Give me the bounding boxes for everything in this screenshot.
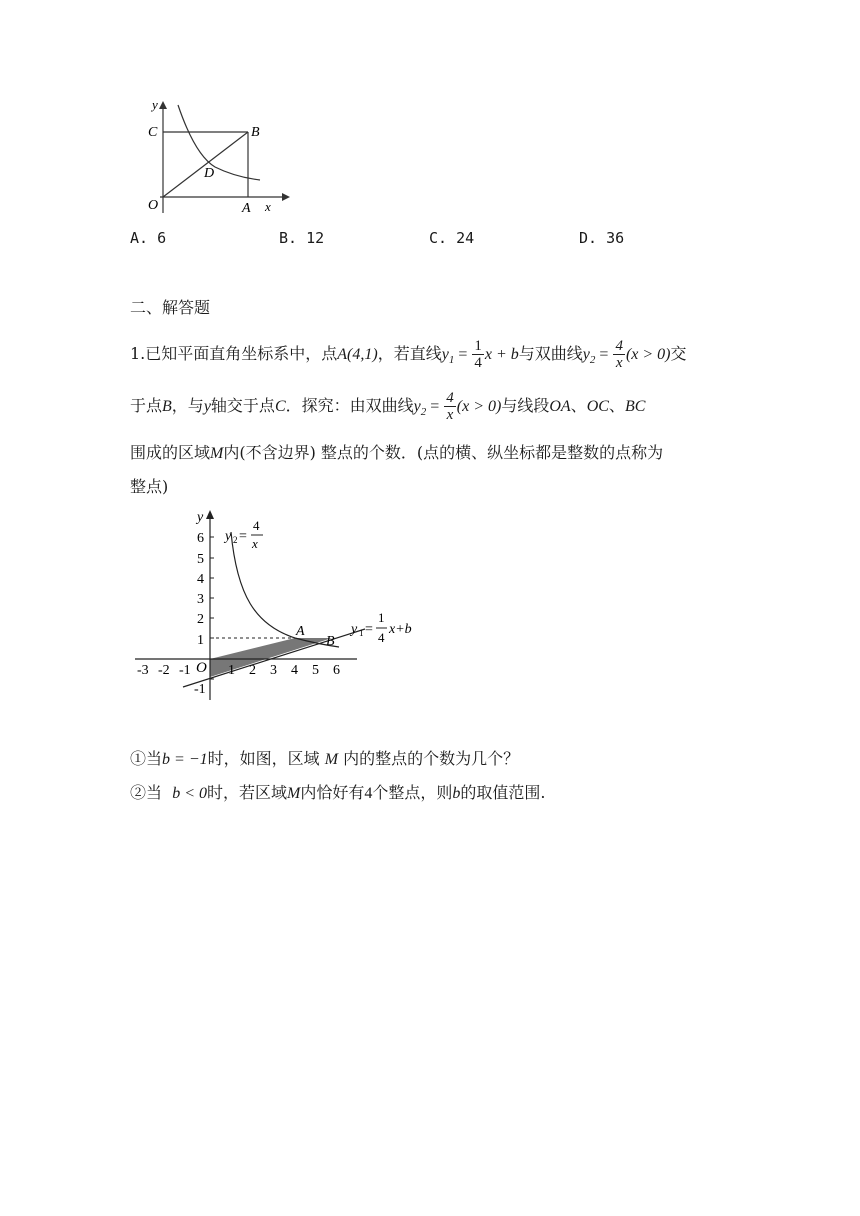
line-frac-den: 4 (378, 630, 385, 645)
y-tick-label: 2 (197, 612, 204, 627)
line-label-sub: 1 (359, 628, 364, 638)
question-text: 时，若区域 (206, 783, 287, 802)
question-2 (130, 780, 545, 803)
line-label-y: y (351, 622, 358, 637)
question-1 (130, 746, 519, 769)
separator: 、 (570, 396, 587, 415)
choice-value: 12 (306, 229, 325, 247)
x-tick-label: -3 (137, 663, 149, 678)
condition-b: b = −1 (162, 751, 208, 768)
problem-line-1 (130, 332, 687, 376)
choice-letter: B. (279, 229, 298, 247)
problem-text: ．探究：由双曲线 (285, 396, 414, 415)
y-tick-label: 3 (197, 592, 204, 607)
var-y1: $y_1$ (441, 346, 455, 367)
var-y2: $y_2$ (582, 346, 596, 367)
x-tick-label: -2 (158, 663, 170, 678)
choice-letter: A. (130, 229, 149, 247)
question-mark: ②当 (130, 783, 163, 802)
x-axis-arrow (282, 193, 290, 201)
segment-bc: BC (624, 398, 646, 415)
equals-sign: = (454, 346, 472, 363)
label-y: y (152, 97, 158, 112)
equals-sign: = (426, 398, 444, 415)
section-title: 二、解答题 (130, 298, 211, 317)
hyperbola-y2 (231, 532, 339, 647)
choice-a[interactable] (130, 229, 166, 247)
var-y: y (203, 398, 211, 415)
label-point-b: B (326, 634, 335, 649)
label-x: x (265, 199, 271, 214)
label-origin: O (196, 660, 207, 676)
y-tick-label: 5 (197, 552, 204, 567)
problem-text: 与线段 (501, 396, 550, 415)
choice-d[interactable] (579, 229, 624, 247)
x-tick-label: 2 (249, 663, 256, 678)
region-m: M (287, 785, 301, 802)
choice-value: 36 (606, 229, 625, 247)
var-y2: $y_2$ (413, 398, 427, 419)
domain-condition: (x > 0) (456, 398, 502, 415)
choice-letter: C. (429, 229, 448, 247)
hyperbola-label-eq: = (239, 529, 247, 544)
var-b: b (452, 785, 461, 802)
fraction-one-quarter: $\frac{1}{4}$ (474, 337, 482, 371)
fraction-four-over-x: $\frac{4}{x}$ (615, 337, 623, 371)
problem-line-4: 整点) (130, 477, 169, 496)
problem-text: 轴交于点 (210, 396, 275, 415)
y-axis-arrow (206, 510, 214, 519)
problem-number: 1. (130, 344, 146, 363)
choice-b[interactable] (279, 229, 324, 247)
choice-value: 6 (157, 229, 167, 247)
choice-c[interactable] (429, 229, 474, 247)
label-d: D (204, 166, 215, 181)
question-text: 个整点，则 (372, 783, 453, 802)
problem-text: 与双曲线 (518, 344, 583, 363)
label-a: A (242, 201, 251, 216)
problem-text: 围成的区域 (130, 443, 211, 462)
domain-condition: (x > 0) (625, 346, 671, 363)
region-m: M (210, 445, 224, 462)
x-tick-label: 1 (228, 663, 235, 678)
x-tick-label: -1 (179, 663, 191, 678)
problem-line-2 (130, 384, 645, 428)
condition-b: b < 0 (172, 785, 207, 802)
problem-text: 交 (670, 344, 687, 363)
segment-oc: OC (586, 398, 609, 415)
separator: 、 (608, 396, 625, 415)
problem-line-3 (130, 440, 663, 463)
y-axis-arrow (159, 101, 167, 109)
line-frac-num: 1 (378, 610, 385, 625)
label-o: O (148, 198, 159, 213)
question-text: 内的整点的个数为几个？ (343, 749, 520, 768)
count-four: 4 (364, 785, 373, 802)
hyperbola-label-y: y (225, 529, 232, 544)
region-m: M (324, 751, 339, 768)
problem-text: 内(不含边界) 整点的个数．(点的横、纵坐标都是整数的点称为 (223, 443, 664, 462)
point-a: A(4,1) (337, 346, 378, 363)
fraction-four-over-x: $\frac{4}{x}$ (446, 389, 454, 423)
point-b: B (162, 398, 172, 415)
problem-text: 于点 (130, 396, 163, 415)
y-tick-label: 6 (197, 531, 204, 546)
question-text: 时，如图，区域 (207, 749, 320, 768)
x-tick-label: 3 (270, 663, 277, 678)
equals-sign: = (595, 346, 613, 363)
question-text: 内恰好有 (300, 783, 365, 802)
label-c: C (148, 125, 158, 140)
segment-oa: OA (549, 398, 571, 415)
x-tick-label: 6 (333, 663, 340, 678)
question-mark: ①当 (130, 749, 163, 768)
y-axis-label: y (197, 510, 204, 525)
figure-coordinate-graph (125, 505, 425, 705)
label-b: B (251, 125, 260, 140)
hyperbola-frac-den: x (252, 536, 258, 551)
choice-value: 24 (456, 229, 475, 247)
line-label-rhs: x+b (389, 622, 412, 637)
y-tick-label: 1 (197, 633, 204, 648)
hyperbola-frac-num: 4 (253, 518, 260, 533)
label-point-a: A (296, 624, 305, 639)
y-tick-label: 4 (197, 572, 204, 587)
point-c: C (274, 398, 286, 415)
question-text: 的取值范围. (460, 783, 546, 802)
hyperbola-label-sub: 2 (233, 535, 238, 545)
x-tick-label: 4 (291, 663, 298, 678)
problem-text: ，若直线 (377, 344, 442, 363)
figure-rectangle-hyperbola (140, 95, 300, 220)
problem-text: 已知平面直角坐标系中，点 (145, 344, 338, 363)
line-expression: x + b (484, 346, 519, 363)
diagonal-ob (163, 132, 248, 197)
line-label-eq: = (365, 622, 373, 637)
choice-letter: D. (579, 229, 598, 247)
y-tick-label: -1 (194, 682, 206, 697)
problem-text: ，与 (171, 396, 204, 415)
x-tick-label: 5 (312, 663, 319, 678)
